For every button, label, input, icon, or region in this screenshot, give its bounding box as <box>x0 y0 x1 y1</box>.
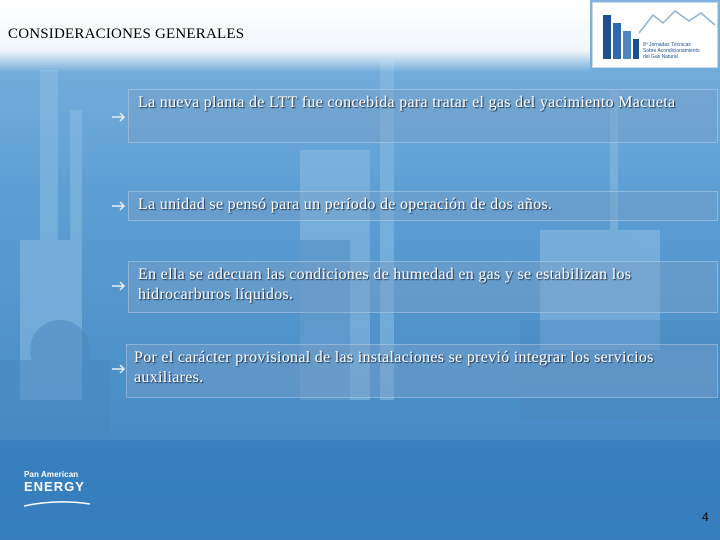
bullet-text: Por el carácter provisional de las instalaciones se previó integrar los servicios auxiliares. <box>134 349 654 386</box>
logo-line: Sobre Acondicionamiento <box>643 48 700 54</box>
arrow-right-icon <box>112 112 126 122</box>
title-bar <box>0 0 590 72</box>
logo-line: 8º Jornadas Técnicas <box>643 42 691 48</box>
company-logo-line2: ENERGY <box>24 479 85 494</box>
bullet-text: La nueva planta de LTT fue concebida para tratar el gas del yacimiento Macueta <box>138 94 676 111</box>
bullet-box <box>128 191 718 221</box>
company-logo-line1: Pan American <box>24 470 79 479</box>
bullet-box <box>128 261 718 313</box>
slide-title: CONSIDERACIONES GENERALES <box>8 26 245 42</box>
company-logo <box>24 470 94 512</box>
logo-swoosh-icon <box>24 501 90 507</box>
bullet-box <box>128 89 718 143</box>
event-logo <box>592 2 718 68</box>
bullet-text: La unidad se pensó para un período de operación de dos años. <box>138 196 553 213</box>
arrow-right-icon <box>112 201 126 211</box>
event-logo-text <box>643 42 713 60</box>
page-number: 4 <box>702 510 709 524</box>
bullet-text: En ella se adecuan las condiciones de humedad en gas y se estabilizan los hidrocarburos líquidos. <box>138 266 632 303</box>
arrow-right-icon <box>112 364 126 374</box>
bullet-box <box>126 344 718 398</box>
logo-line: del Gas Natural <box>643 54 678 60</box>
arrow-right-icon <box>112 281 126 291</box>
